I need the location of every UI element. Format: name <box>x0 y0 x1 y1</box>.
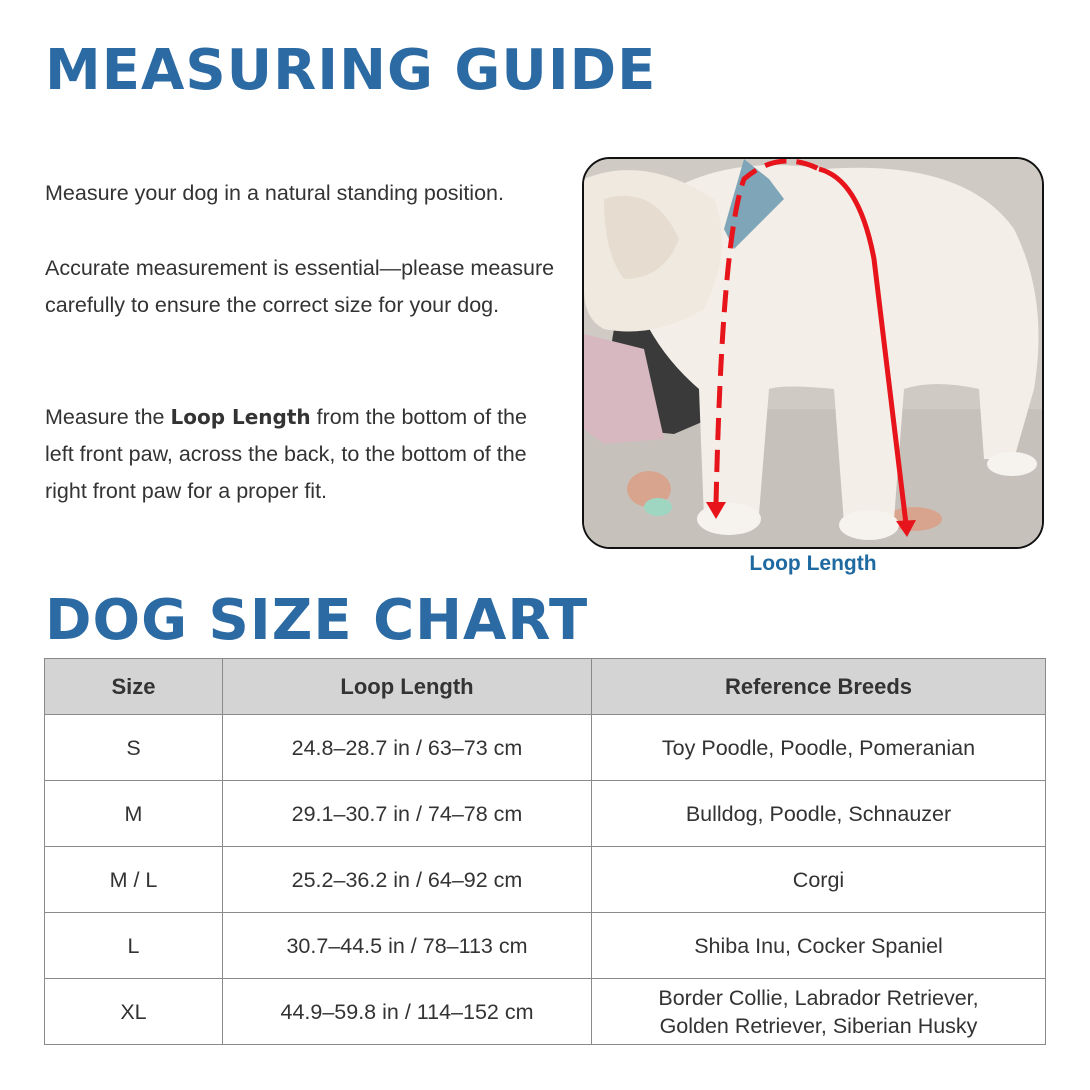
table-row <box>45 781 1046 847</box>
instruction-loop-length <box>45 399 555 510</box>
size-cell: M <box>45 781 223 847</box>
table-row <box>45 913 1046 979</box>
size-chart-table <box>44 658 1046 1045</box>
header-size: Size <box>45 659 223 715</box>
table-row <box>45 847 1046 913</box>
breeds-line: Shiba Inu, Cocker Spaniel <box>694 933 943 958</box>
table-row <box>45 979 1046 1045</box>
breeds-cell <box>592 781 1046 847</box>
dog-measuring-photo <box>582 157 1044 549</box>
table-row <box>45 715 1046 781</box>
loop-length-term: Loop Length <box>170 405 311 429</box>
breeds-line: Bulldog, Poodle, Schnauzer <box>685 801 952 826</box>
measuring-guide-title: MEASURING GUIDE <box>45 38 657 103</box>
dog-left-paw <box>697 503 761 535</box>
loop-length-cell: 25.2–36.2 in / 64–92 cm <box>223 847 592 913</box>
size-chart-title: DOG SIZE CHART <box>45 588 589 653</box>
instruction-accuracy: Accurate measurement is essential—please measure carefully to ensure the correct size for your dog. <box>45 256 555 317</box>
loop-length-cell: 30.7–44.5 in / 78–113 cm <box>223 913 592 979</box>
tape-measure <box>644 498 672 516</box>
dog-illustration <box>584 159 1042 547</box>
breeds-cell <box>592 847 1046 913</box>
instruction-text-end: from the bottom of the left front paw, across the back, to the bottom of the right front paw for a proper fit. <box>45 405 527 503</box>
breeds-cell <box>592 913 1046 979</box>
size-cell: S <box>45 715 223 781</box>
table-header-row <box>45 659 1046 715</box>
photo-caption: Loop Length <box>749 552 877 575</box>
size-cell: L <box>45 913 223 979</box>
dog-right-paw <box>839 510 899 540</box>
size-cell: XL <box>45 979 223 1045</box>
header-loop-length: Loop Length <box>223 659 592 715</box>
size-cell: M / L <box>45 847 223 913</box>
breeds-line: Toy Poodle, Poodle, Pomeranian <box>661 735 976 760</box>
breeds-cell <box>592 715 1046 781</box>
instruction-standing: Measure your dog in a natural standing position. <box>45 181 504 205</box>
breeds-line: Golden Retriever, Siberian Husky <box>659 1013 978 1038</box>
breeds-line: Corgi <box>792 867 845 892</box>
dog-hind-paw <box>987 452 1037 476</box>
loop-length-cell: 44.9–59.8 in / 114–152 cm <box>223 979 592 1045</box>
breeds-cell <box>592 979 1046 1045</box>
loop-length-cell: 24.8–28.7 in / 63–73 cm <box>223 715 592 781</box>
breeds-line: Border Collie, Labrador Retriever, <box>658 985 979 1010</box>
header-reference-breeds: Reference Breeds <box>592 659 1046 715</box>
loop-length-cell: 29.1–30.7 in / 74–78 cm <box>223 781 592 847</box>
instruction-text-start: Measure the <box>45 405 171 429</box>
